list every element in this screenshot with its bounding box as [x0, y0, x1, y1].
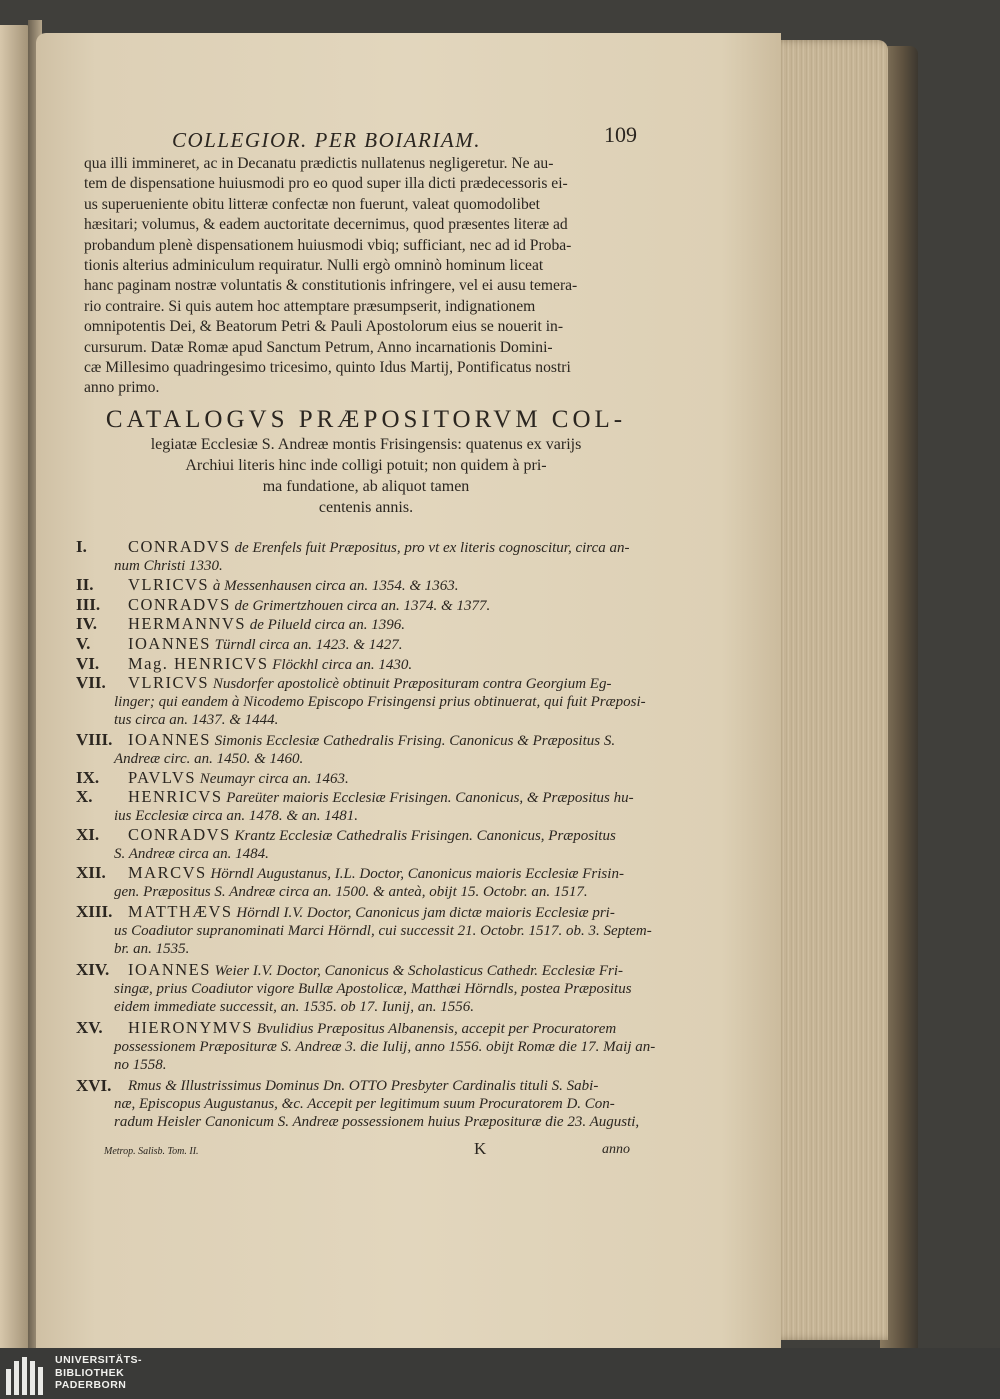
entry-name: CONRADVS [128, 826, 231, 844]
catalog-subtitle-line: centenis annis. [318, 499, 414, 516]
entry-text: Flöckhl circa an. 1430. [272, 657, 413, 673]
entry-name: Mag. HENRICVS [128, 655, 269, 673]
entry-text: linger; qui eandem à Nicodemo Episcopo Frisingensi prius obtinuerat, qui fuit Præposi- [114, 694, 646, 710]
entry-text: Pareüter maioris Ecclesiæ Frisingen. Canonicus, & Præpositus hu- [226, 790, 634, 806]
entry-text: à Messenhausen circa an. 1354. & 1363. [212, 578, 459, 594]
library-footer [0, 1348, 1000, 1399]
entry-number: V. [76, 634, 91, 653]
entry-text: S. Andreæ circa an. 1484. [114, 846, 269, 862]
catalog-entry [76, 538, 656, 575]
text-line: cæ Millesimo quadringesimo tricesimo, quinto Idus Martij, Pontificatus nostri [84, 359, 571, 377]
entry-number: X. [76, 787, 93, 806]
entry-text: possessionem Præposituræ S. Andreæ 3. die Iulij, anno 1556. obijt Romæ die 17. Maij an- [114, 1039, 656, 1055]
catalog-entry [76, 1077, 656, 1131]
entry-name: Rmus & Illustrissimus Dominus Dn. OTTO [128, 1078, 387, 1094]
catalog-title: CATALOGVS PRÆPOSITORVM COL- [105, 406, 627, 433]
entry-text: de Grimertzhouen circa an. 1374. & 1377. [234, 598, 491, 614]
catalog-heading [96, 406, 636, 518]
page-block-edges [770, 40, 888, 1340]
entry-number: XV. [76, 1018, 103, 1037]
entry-number: VI. [76, 654, 100, 673]
entry-name: HENRICVS [128, 788, 223, 806]
entry-number: III. [76, 595, 101, 614]
library-name [55, 1354, 142, 1392]
charter-text [84, 154, 646, 399]
catalog-subtitle-line: legiatæ Ecclesiæ S. Andreæ montis Frisingensis: quatenus ex varijs [150, 436, 582, 453]
entry-number: I. [76, 537, 87, 556]
entry-text: eidem immediate successit, an. 1535. ob 17. Iunij, an. 1556. [114, 999, 474, 1015]
library-name-line: PADERBORN [55, 1379, 127, 1391]
entry-name: IOANNES [128, 635, 211, 653]
catalog-entry [76, 596, 656, 615]
entry-text: de Erenfels fuit Præpositus, pro vt ex literis cognoscitur, circa an- [234, 540, 630, 556]
entry-number: IX. [76, 768, 100, 787]
entry-number: VIII. [76, 730, 113, 749]
library-name-line: UNIVERSITÄTS- [55, 1354, 143, 1366]
catalog-entry [76, 864, 656, 901]
entry-text: gen. Præpositus S. Andreæ circa an. 1500. & anteà, obijt 15. Octobr. an. 1517. [114, 884, 588, 900]
entry-text: Krantz Ecclesiæ Cathedralis Frisingen. Canonicus, Præpositus [234, 828, 616, 844]
text-line: anno primo. [84, 379, 160, 397]
library-logo-icon [4, 1353, 48, 1395]
entry-text: Weier I.V. Doctor, Canonicus & Scholasticus Cathedr. Ecclesiæ Fri- [214, 963, 623, 979]
entry-name: HERMANNVS [128, 615, 247, 633]
entry-text: Hörndl I.V. Doctor, Canonicus jam dictæ maioris Ecclesiæ pri- [236, 905, 615, 921]
catalog-entry [76, 576, 656, 595]
entry-text: Nusdorfer apostolicè obtinuit Præposituram contra Georgium Eg- [212, 676, 612, 692]
entry-name: VLRICVS [128, 576, 210, 594]
catchword: anno [602, 1142, 630, 1157]
entry-text: Presbyter Cardinalis tituli S. Sabi- [390, 1078, 599, 1094]
catalog-entry [76, 1019, 656, 1074]
text-line: rio contraire. Si quis autem hoc attemptare præsumpserit, indignationem [84, 297, 536, 315]
entry-text: Andreæ circ. an. 1450. & 1460. [114, 751, 304, 767]
text-line: hanc paginam nostræ voluntatis & constitutionis infringere, vel ei ausu temera- [84, 277, 578, 295]
entry-number: XI. [76, 825, 100, 844]
entry-name: CONRADVS [128, 538, 231, 556]
entry-number: II. [76, 575, 94, 594]
entry-text: num Christi 1330. [114, 558, 223, 574]
catalog-entry [76, 961, 656, 1016]
catalog-entry [76, 655, 656, 674]
entry-text: Türndl circa an. 1423. & 1427. [214, 637, 403, 653]
catalog-entry [76, 788, 656, 825]
catalog-entry [76, 903, 656, 958]
catalog-subtitle-line: ma fundatione, ab aliquot tamen [262, 478, 470, 495]
catalog-entry [76, 674, 656, 729]
entry-name: VLRICVS [128, 674, 210, 692]
text-line: us superueniente obitu litteræ confectæ non fuerunt, valeat quomodolibet [84, 195, 541, 213]
signature-mark: K [474, 1139, 487, 1158]
entry-name: IOANNES [128, 731, 211, 749]
entry-name: CONRADVS [128, 596, 231, 614]
entry-name: MATTHÆVS [128, 903, 233, 921]
text-line: cursurum. Datæ Romæ apud Sanctum Petrum, Anno incarnationis Domini- [84, 338, 553, 356]
text-line: omnipotentis Dei, & Beatorum Petri & Pauli Apostolorum eius se nouerit in- [84, 318, 564, 336]
text-line: tionis alterius adminiculum requiratur. Nulli ergò omninò hominum liceat [84, 257, 544, 275]
entry-number: XIII. [76, 902, 113, 921]
text-line: qua illi immineret, ac in Decanatu prædictis nullatenus negligeretur. Ne au- [84, 155, 554, 172]
entry-name: PAVLVS [128, 769, 197, 787]
entry-text: tus circa an. 1437. & 1444. [114, 712, 279, 728]
running-head: COLLEGIOR. PER BOIARIAM. [172, 128, 481, 152]
entry-number: XVI. [76, 1076, 112, 1095]
catalog-subtitle-line: Archiui literis hinc inde colligi potuit; non quidem à pri- [185, 457, 547, 474]
entry-text: Simonis Ecclesiæ Cathedralis Frising. Canonicus & Præpositus S. [214, 733, 616, 749]
signature-line: Metrop. Salisb. Tom. II. [104, 1146, 199, 1157]
catalog-entry [76, 826, 656, 863]
entry-text: ius Ecclesiæ circa an. 1478. & an. 1481. [114, 808, 358, 824]
entry-text: Bvulidius Præpositus Albanensis, accepit per Procuratorem [256, 1021, 617, 1037]
entry-name: IOANNES [128, 961, 211, 979]
entry-number: IV. [76, 614, 97, 633]
entry-text: Neumayr circa an. 1463. [199, 771, 349, 787]
entry-text: Hörndl Augustanus, I.L. Doctor, Canonicus maioris Ecclesiæ Frisin- [210, 866, 624, 882]
entry-name: HIERONYMVS [128, 1019, 254, 1037]
entry-number: VII. [76, 673, 106, 692]
text-line: hæsitari; volumus, & eadem auctoritate decernimus, quod præsentes literæ ad [84, 216, 568, 234]
text-line: tem de dispensatione huiusmodi pro eo quod super illa dicti prædecessoris ei- [84, 175, 568, 193]
entry-text: br. an. 1535. [114, 941, 190, 957]
entry-text: no 1558. [114, 1057, 167, 1073]
catalog-entry [76, 769, 656, 788]
entry-number: XIV. [76, 960, 110, 979]
entry-text: singæ, prius Coadiutor vigore Bullæ Apostolicæ, Matthæi Hörndls, postea Præpositus [114, 981, 632, 997]
text-line: probandum plenè dispensationem huiusmodi vbiq; sufficiant, nec ad id Proba- [84, 236, 572, 254]
catalog-entry [76, 615, 656, 634]
catalog-entry [76, 731, 656, 768]
entry-name: MARCVS [128, 864, 207, 882]
entry-text: de Pilueld circa an. 1396. [249, 617, 406, 633]
entry-text: næ, Episcopus Augustanus, &c. Accepit per legitimum suum Procuratorem D. Con- [114, 1096, 615, 1112]
catalog-entry [76, 635, 656, 654]
entry-text: us Coadiutor supranominati Marci Hörndl, cui successit 21. Octobr. 1517. ob. 3. Septem- [114, 923, 652, 939]
library-name-line: BIBLIOTHEK [55, 1366, 125, 1379]
page-number: 109 [604, 122, 637, 147]
entry-text: radum Heisler Canonicum S. Andreæ possessionem huius Præposituræ die 23. Augusti, [114, 1114, 640, 1130]
entry-number: XII. [76, 863, 106, 882]
